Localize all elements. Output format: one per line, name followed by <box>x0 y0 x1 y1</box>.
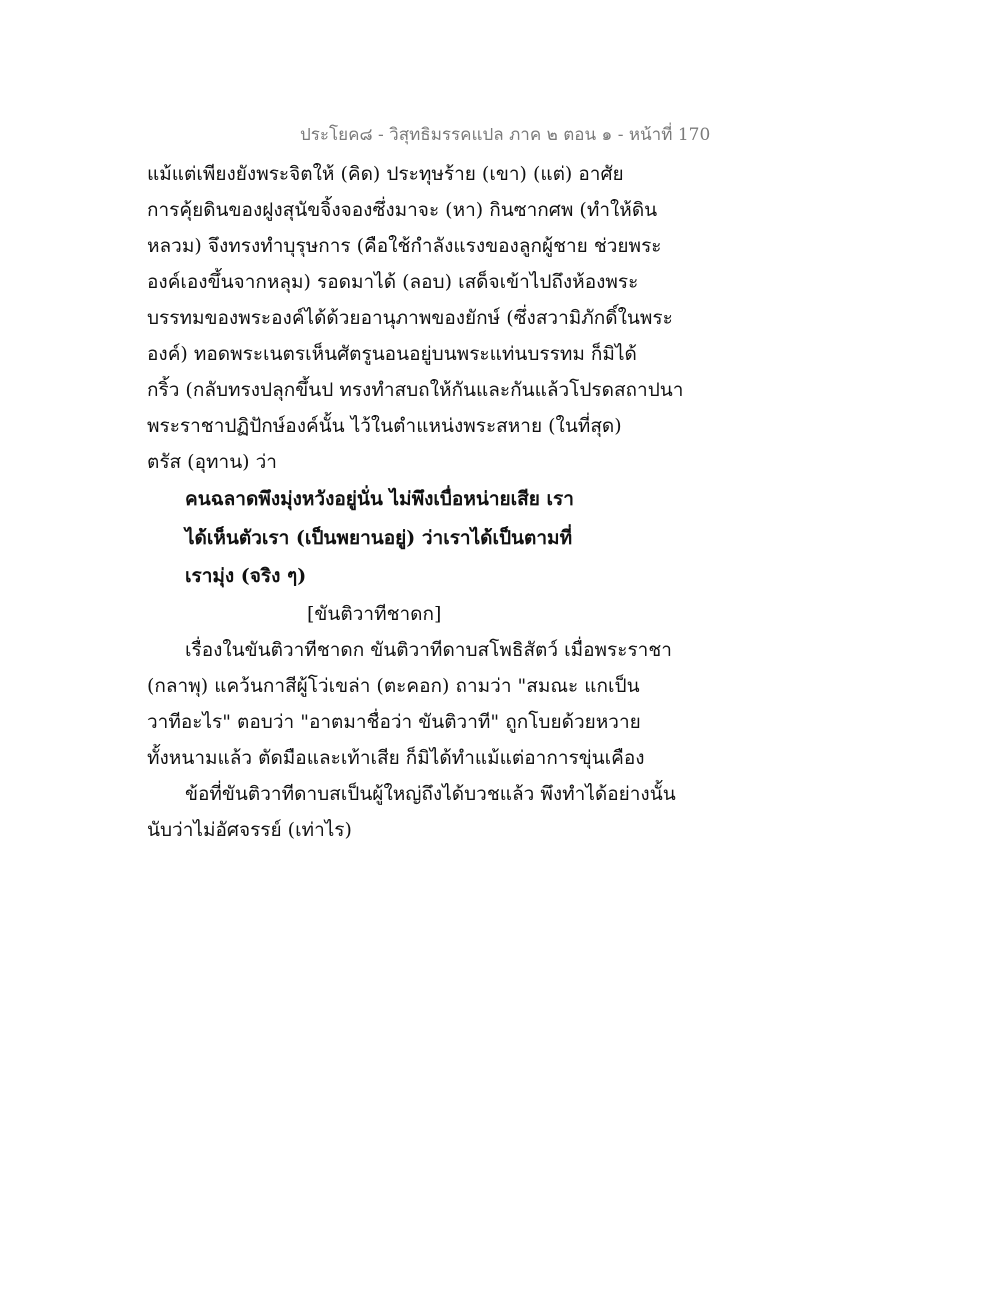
paragraph-line: (กลาพุ) แคว้นกาสีผู้โว่เขล่า (ตะคอก) ถามว่า "สมณะ แกเป็น <box>147 674 640 697</box>
paragraph-line: พระราชาปฏิปักษ์องค์นั้น ไว้ในตำแหน่งพระสหาย (ในที่สุด) <box>147 415 622 437</box>
paragraph-line: แม้แต่เพียงยังพระจิตให้ (คิด) ประทุษร้าย (เขา) (แต่) อาศัย <box>147 163 624 185</box>
paragraph-line: กริ้ว (กลับทรงปลุกขึ้นป ทรงทำสบถให้กันและกันแล้วโปรดสถาปนา <box>147 379 684 401</box>
paragraph-line: ข้อที่ขันติวาทีดาบสเป็นผู้ใหญ่ถึงได้บวชแล้ว พึงทำได้อย่างนั้น <box>185 782 676 805</box>
verse-line: คนฉลาดพึงมุ่งหวังอยู่นั่น ไม่พึงเบื่อหน่ายเสีย เรา <box>185 488 574 510</box>
paragraph-line: บรรทมของพระองค์ได้ด้วยอานุภาพของยักษ์ (ซึ่งสวามิภักดิ์ในพระ <box>147 307 673 329</box>
verse-line: ได้เห็นตัวเรา (เป็นพยานอยู่) ว่าเราได้เป็นตามที่ <box>185 526 573 549</box>
paragraph-line: การคุ้ยดินของฝูงสุนัขจิ้งจองซึ่งมาจะ (หา) กินซากศพ (ทำให้ดิน <box>147 199 658 221</box>
paragraph-line: นับว่าไม่อัศจรรย์ (เท่าไร) <box>147 818 352 841</box>
verse-line: เรามุ่ง (จริง ๆ) <box>185 565 307 587</box>
paragraph-line: ตรัส (อุทาน) ว่า <box>147 451 277 473</box>
paragraph-line: หลวม) จึงทรงทำบุรุษการ (คือใช้กำลังแรงของลูกผู้ชาย ช่วยพระ <box>147 235 662 257</box>
paragraph-line: วาทีอะไร" ตอบว่า "อาตมาชื่อว่า ขันติวาที" ถูกโบยด้วยหวาย <box>147 710 641 733</box>
paragraph-line: องค์เองขึ้นจากหลุม) รอดมาได้ (ลอบ) เสด็จเข้าไปถึงห้องพระ <box>147 271 639 293</box>
page-header: ประโยค๘ - วิสุทธิมรรคแปล ภาค ๒ ตอน ๑ - หน้าที่ 170 <box>300 125 711 145</box>
paragraph-line: เรื่องในขันติวาทีชาดก ขันติวาทีดาบสโพธิสัตว์ เมื่อพระราชา <box>185 638 672 661</box>
verse-source-citation: [ขันติวาทีชาดก] <box>307 602 442 625</box>
paragraph-line: ทั้งหนามแล้ว ตัดมือและเท้าเสีย ก็มิได้ทำแม้แต่อาการขุ่นเคือง <box>147 746 645 769</box>
paragraph-line: องค์) ทอดพระเนตรเห็นศัตรูนอนอยู่บนพระแท่นบรรทม ก็มิได้ <box>147 343 637 365</box>
body-text <box>147 156 707 848</box>
